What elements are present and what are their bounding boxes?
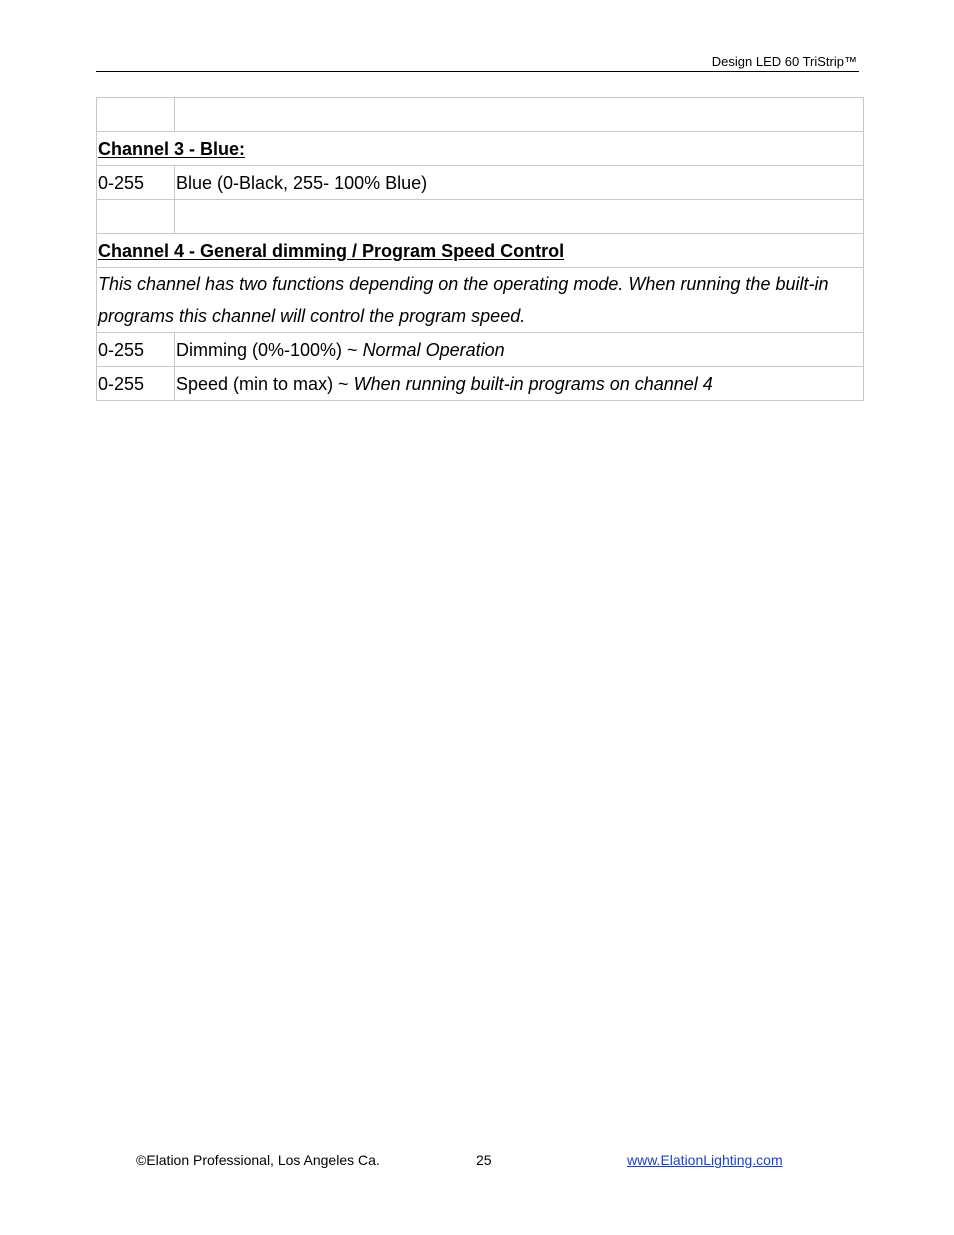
description-cell-empty <box>175 200 864 234</box>
table-row-empty <box>97 200 864 234</box>
footer-copyright: ©Elation Professional, Los Angeles Ca. <box>136 1152 380 1168</box>
function-description: Speed (min to max) ~ <box>176 373 354 394</box>
page-header <box>96 0 859 72</box>
channel-3-heading-cell <box>97 132 864 166</box>
function-description: Dimming (0%-100%) ~ <box>176 339 363 360</box>
channel-4-note: This channel has two functions depending on the operating mode. When running the built-in programs this channel will control the program speed. <box>97 268 864 333</box>
function-description-cell <box>175 367 864 401</box>
table-row <box>97 333 864 367</box>
page-number: 25 <box>476 1152 492 1168</box>
operating-mode: When running built-in programs on channel 4 <box>353 373 713 394</box>
description-cell-empty <box>175 98 864 132</box>
table-row-empty <box>97 98 864 132</box>
channel-4-heading: Channel 4 - General dimming / Program Speed Control <box>98 240 565 261</box>
function-description-cell: Blue (0-Black, 255- 100% Blue) <box>175 166 864 200</box>
website-link[interactable]: www.ElationLighting.com <box>627 1152 783 1168</box>
table-row <box>97 367 864 401</box>
channel-4-heading-cell <box>97 234 864 268</box>
dmx-range-cell: 0-255 <box>97 166 175 200</box>
range-cell-empty <box>97 200 175 234</box>
function-description-cell <box>175 333 864 367</box>
dmx-range-cell: 0-255 <box>97 367 175 401</box>
channel-4-note-row <box>97 268 864 333</box>
dmx-channel-table <box>96 97 864 401</box>
page-footer <box>0 1151 954 1171</box>
operating-mode: Normal Operation <box>362 339 505 360</box>
channel-3-heading-row <box>97 132 864 166</box>
channel-4-heading-row <box>97 234 864 268</box>
table-row <box>97 166 864 200</box>
range-cell-empty <box>97 98 175 132</box>
document-title: Design LED 60 TriStrip™ <box>711 54 857 69</box>
channel-3-heading: Channel 3 - Blue: <box>98 138 246 159</box>
dmx-range-cell: 0-255 <box>97 333 175 367</box>
